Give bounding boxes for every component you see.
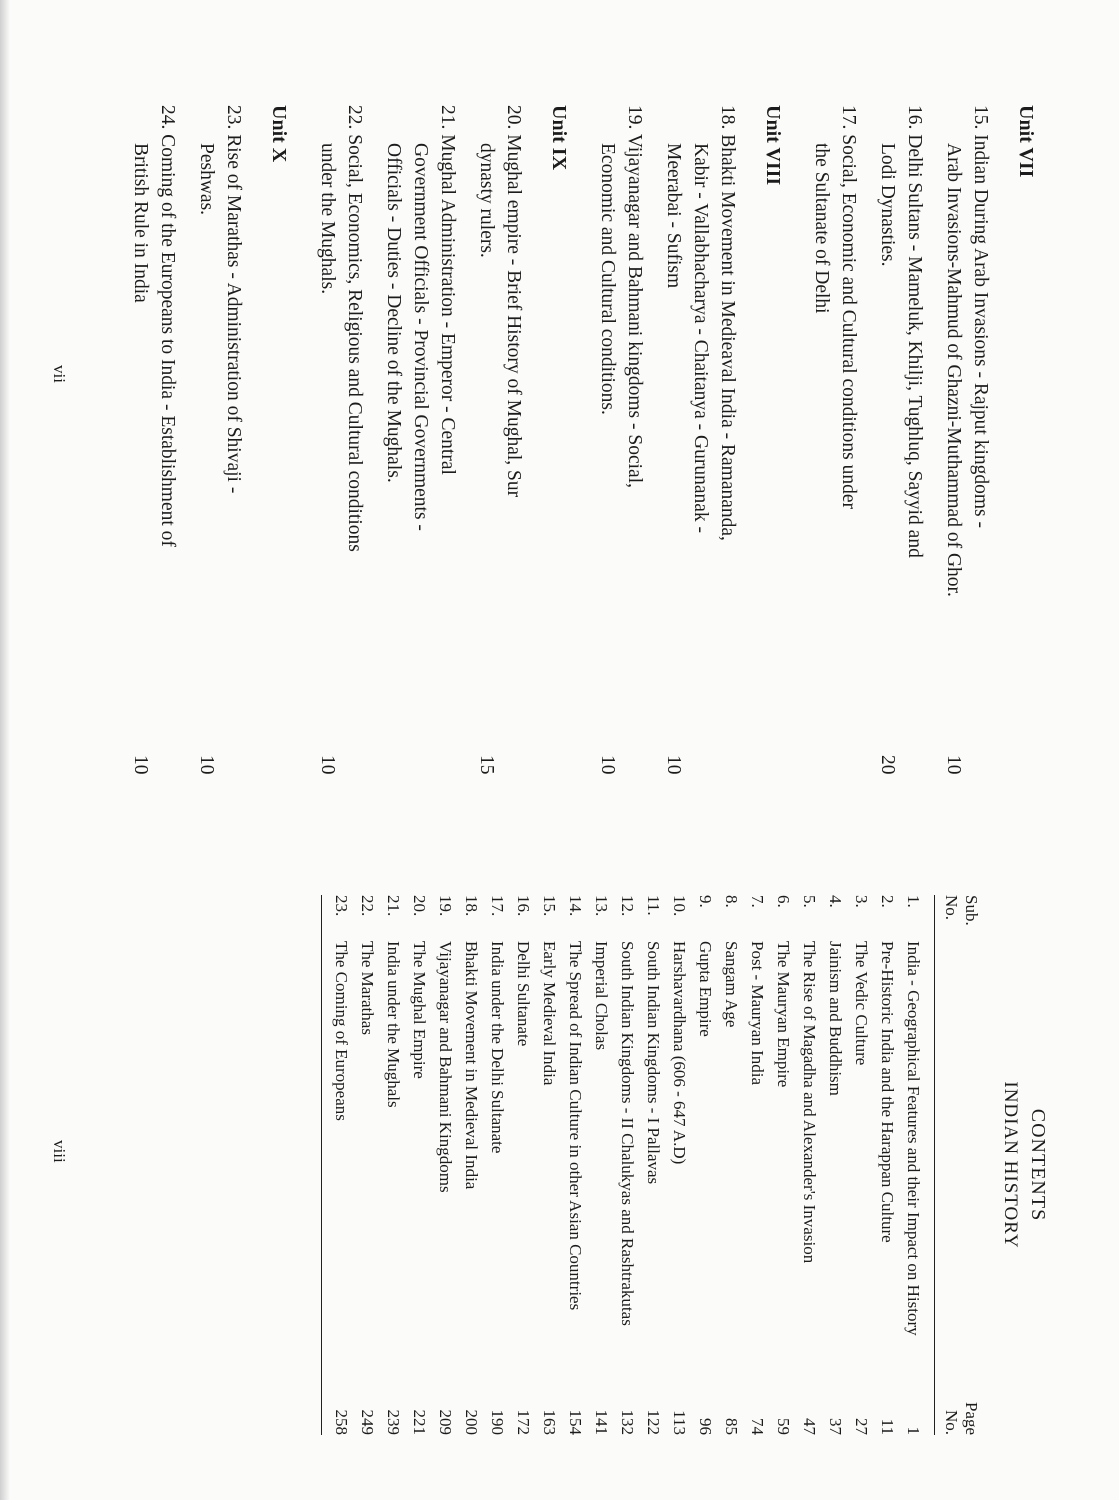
syllabus-topic	[380, 105, 461, 795]
topic-number: 20.	[503, 105, 524, 130]
contents-no: 21.	[384, 895, 403, 917]
contents-row	[379, 895, 405, 1435]
contents-row	[561, 895, 587, 1435]
contents-row	[743, 895, 769, 1435]
topic-hours: 10	[317, 755, 338, 775]
topic-line: Mughal Administration - Emperor - Central	[437, 134, 458, 475]
syllabus-topic	[660, 105, 741, 795]
contents-title: India under the Delhi Sultanate	[488, 941, 507, 1154]
contents-page: 172	[514, 1409, 533, 1435]
contents-row	[717, 895, 743, 1435]
topic-line: Delhi Sultans - Mameluk, Khilji, Tughluq, Sayyid and	[904, 134, 925, 558]
unit-block	[594, 105, 786, 795]
contents-row	[899, 895, 935, 1435]
unit-heading: Unit X	[268, 105, 290, 163]
syllabus-topic	[473, 105, 527, 795]
col-header-page-no: No.	[942, 1409, 961, 1435]
contents-page: 37	[826, 1418, 845, 1435]
contents-page: 1	[904, 1426, 923, 1435]
topic-hours: 10	[130, 755, 151, 775]
contents-title: Post - Mauryan India	[748, 941, 767, 1086]
syllabus-topic	[940, 105, 994, 795]
topic-line: Lodi Dynasties.	[877, 143, 898, 267]
contents-page: 141	[592, 1409, 611, 1435]
topic-number: 15.	[970, 105, 991, 130]
unit-heading: Unit VIII	[762, 105, 784, 186]
topic-hours: 15	[476, 755, 497, 775]
contents-no: 13.	[592, 895, 611, 917]
topic-number: 23.	[223, 105, 244, 130]
syllabus-page	[105, 105, 1039, 795]
page-number-left: vii	[50, 365, 69, 383]
contents-row	[405, 895, 431, 1435]
topic-line: Kabir - Vallabhacharya - Chaitanya - Gurunanak -	[690, 143, 711, 534]
contents-page: 258	[322, 1385, 354, 1435]
contents-no: 8.	[722, 895, 741, 908]
contents-row	[847, 895, 873, 1435]
contents-row	[665, 895, 691, 1435]
contents-title: Sangam Age	[722, 941, 741, 1028]
contents-no: 18.	[462, 895, 481, 917]
contents-row	[795, 895, 821, 1435]
topic-hours: 20	[877, 755, 898, 775]
contents-no: 16.	[514, 895, 533, 917]
col-header-no: No.	[942, 895, 961, 921]
contents-row	[353, 895, 379, 1435]
col-header-page	[935, 1385, 982, 1435]
syllabus-topic	[808, 105, 862, 795]
topic-number: 16.	[904, 105, 925, 130]
contents-row	[639, 895, 665, 1435]
contents-title: CONTENTS	[1027, 1108, 1049, 1222]
syllabus-topic	[314, 105, 368, 795]
topic-line: Social, Economics, Religious and Cultural conditions	[344, 134, 365, 552]
contents-title: Imperial Cholas	[592, 941, 611, 1051]
contents-table	[321, 895, 981, 1435]
contents-no: 2.	[878, 895, 897, 908]
topic-line: Mughal empire - Brief History of Mughal, Sur	[503, 134, 524, 498]
topic-number: 22.	[344, 105, 365, 130]
contents-row	[535, 895, 561, 1435]
syllabus-topic	[874, 105, 928, 795]
contents-title: The Rise of Magadha and Alexander's Invasion	[800, 941, 819, 1264]
contents-page: 74	[748, 1418, 767, 1435]
topic-line: Economic and Cultural conditions.	[597, 143, 618, 415]
unit-heading: Unit VII	[1015, 105, 1037, 178]
contents-page: 85	[722, 1418, 741, 1435]
contents-page: 163	[540, 1409, 559, 1435]
contents-page: 221	[410, 1409, 429, 1435]
contents-title: Harshavardhana (606 - 647 A.D)	[670, 941, 689, 1165]
topic-line: British Rule in India	[130, 143, 151, 303]
contents-page: 27	[852, 1418, 871, 1435]
contents-no: 14.	[566, 895, 585, 917]
topic-line: dynasty rulers.	[476, 143, 497, 258]
topic-line: Bhakti Movement in Medieaval India - Ramananda,	[717, 134, 738, 541]
topic-number: 18.	[717, 105, 738, 130]
contents-title: The Vedic Culture	[852, 941, 871, 1066]
contents-page: 11	[878, 1418, 897, 1435]
topic-number: 17.	[838, 105, 859, 130]
contents-page: 59	[774, 1418, 793, 1435]
syllabus-topic	[127, 105, 181, 795]
topic-line: Rise of Marathas - Administration of Shivaji -	[223, 134, 244, 494]
topic-line: Meerabai - Sufism	[663, 143, 684, 289]
topic-hours: 10	[196, 755, 217, 775]
contents-page: 154	[566, 1409, 585, 1435]
contents-row	[483, 895, 509, 1435]
contents-no: 9.	[696, 895, 715, 908]
contents-title: The Marathas	[358, 941, 377, 1035]
contents-no: 4.	[826, 895, 845, 908]
contents-title: India - Geographical Features and their Impact on History	[904, 941, 923, 1336]
topic-line: Coming of the Europeans to India - Establishment of	[157, 134, 178, 547]
contents-title: Gupta Empire	[696, 941, 715, 1037]
contents-row	[431, 895, 457, 1435]
contents-page: 113	[670, 1410, 689, 1435]
topic-line: Vijayanagar and Bahmani kingdoms - Social,	[624, 133, 645, 488]
contents-no: 10.	[670, 895, 689, 917]
page-number-right: viii	[50, 1140, 69, 1163]
topic-line: Social, Economic and Cultural conditions under	[838, 134, 859, 510]
syllabus-topic	[193, 105, 247, 795]
contents-page: 200	[462, 1409, 481, 1435]
topic-line: Peshwas.	[196, 143, 217, 216]
contents-no: 17.	[488, 895, 507, 917]
contents-page: 96	[696, 1418, 715, 1435]
contents-header-row	[935, 895, 982, 1435]
topic-line: Officials - Duties - Decline of the Mughals.	[383, 143, 404, 483]
contents-no: 19.	[436, 895, 455, 917]
contents-title: Jainism and Buddhism	[826, 941, 845, 1096]
contents-page: 239	[384, 1409, 403, 1435]
contents-row	[613, 895, 639, 1435]
contents-row	[691, 895, 717, 1435]
unit-block	[808, 105, 1039, 795]
contents-no: 3.	[852, 895, 871, 908]
topic-hours: 10	[663, 755, 684, 775]
topic-hours: 10	[943, 755, 964, 775]
unit-heading: Unit IX	[548, 105, 570, 171]
contents-no: 20.	[410, 895, 429, 917]
unit-block	[127, 105, 292, 795]
contents-row	[322, 895, 354, 1435]
contents-no: 23.	[322, 895, 354, 941]
topic-number: 21.	[437, 105, 458, 130]
contents-no: 1.	[904, 895, 923, 908]
topic-line: under the Mughals.	[317, 143, 338, 295]
contents-no: 5.	[800, 895, 819, 908]
contents-title: Early Medieval India	[540, 941, 559, 1086]
contents-no: 7.	[748, 895, 767, 908]
contents-no: 12.	[618, 895, 637, 917]
contents-title: South Indian Kingdoms - II Chalukyas and Rashtrakutas	[618, 941, 637, 1326]
contents-title: Pre-Historic India and the Harappan Culture	[878, 941, 897, 1243]
contents-title: The Mughal Empire	[410, 941, 429, 1079]
topic-line: Government Officials - Provincial Governments -	[410, 143, 431, 531]
contents-page: 47	[800, 1418, 819, 1435]
contents-row	[587, 895, 613, 1435]
contents-title: The Coming of Europeans	[322, 941, 354, 1385]
contents-no: 6.	[774, 895, 793, 908]
contents-subtitle: INDIAN HISTORY	[1000, 1081, 1021, 1249]
contents-title: South Indian Kingdoms - I Pallavas	[644, 941, 663, 1185]
contents-no: 22.	[358, 895, 377, 917]
col-header-title	[935, 941, 982, 1385]
contents-page: 132	[618, 1409, 637, 1435]
col-header-page-label: Page	[962, 1401, 981, 1435]
topic-number: 19.	[624, 105, 645, 130]
contents-page: 249	[358, 1409, 377, 1435]
contents-page: 190	[488, 1409, 507, 1435]
contents-no: 15.	[540, 895, 559, 917]
contents-row	[769, 895, 795, 1435]
contents-title: The Spread of Indian Culture in other Asian Countries	[566, 941, 585, 1311]
contents-page: 122	[644, 1409, 663, 1435]
contents-no: 11.	[644, 895, 663, 916]
col-header-sub: Sub.	[962, 895, 981, 926]
topic-line: Indian During Arab Invasions - Rajput kingdoms -	[970, 134, 991, 528]
syllabus-topic	[594, 105, 648, 795]
col-header-sub-no	[935, 895, 982, 941]
unit-block	[314, 105, 572, 795]
topic-number: 24.	[157, 105, 178, 130]
topic-line: Arab Invasions-Mahmud of Ghazni-Muthammad of Ghor.	[943, 143, 964, 597]
contents-title: Vijayanagar and Bahmani Kingdoms	[436, 941, 455, 1193]
contents-title: The Mauryan Empire	[774, 941, 793, 1088]
contents-title: Delhi Sultanate	[514, 941, 533, 1047]
contents-row	[509, 895, 535, 1435]
topic-line: the Sultanate of Delhi	[811, 143, 832, 314]
topic-hours: 10	[597, 755, 618, 775]
page-edge-shadow	[0, 0, 10, 1500]
contents-title: India under the Mughals	[384, 941, 403, 1108]
contents-title: Bhakti Movement in Medieval India	[462, 941, 481, 1190]
contents-page: 209	[436, 1409, 455, 1435]
contents-row	[457, 895, 483, 1435]
contents-row	[873, 895, 899, 1435]
contents-page	[321, 895, 1049, 1435]
contents-row	[821, 895, 847, 1435]
